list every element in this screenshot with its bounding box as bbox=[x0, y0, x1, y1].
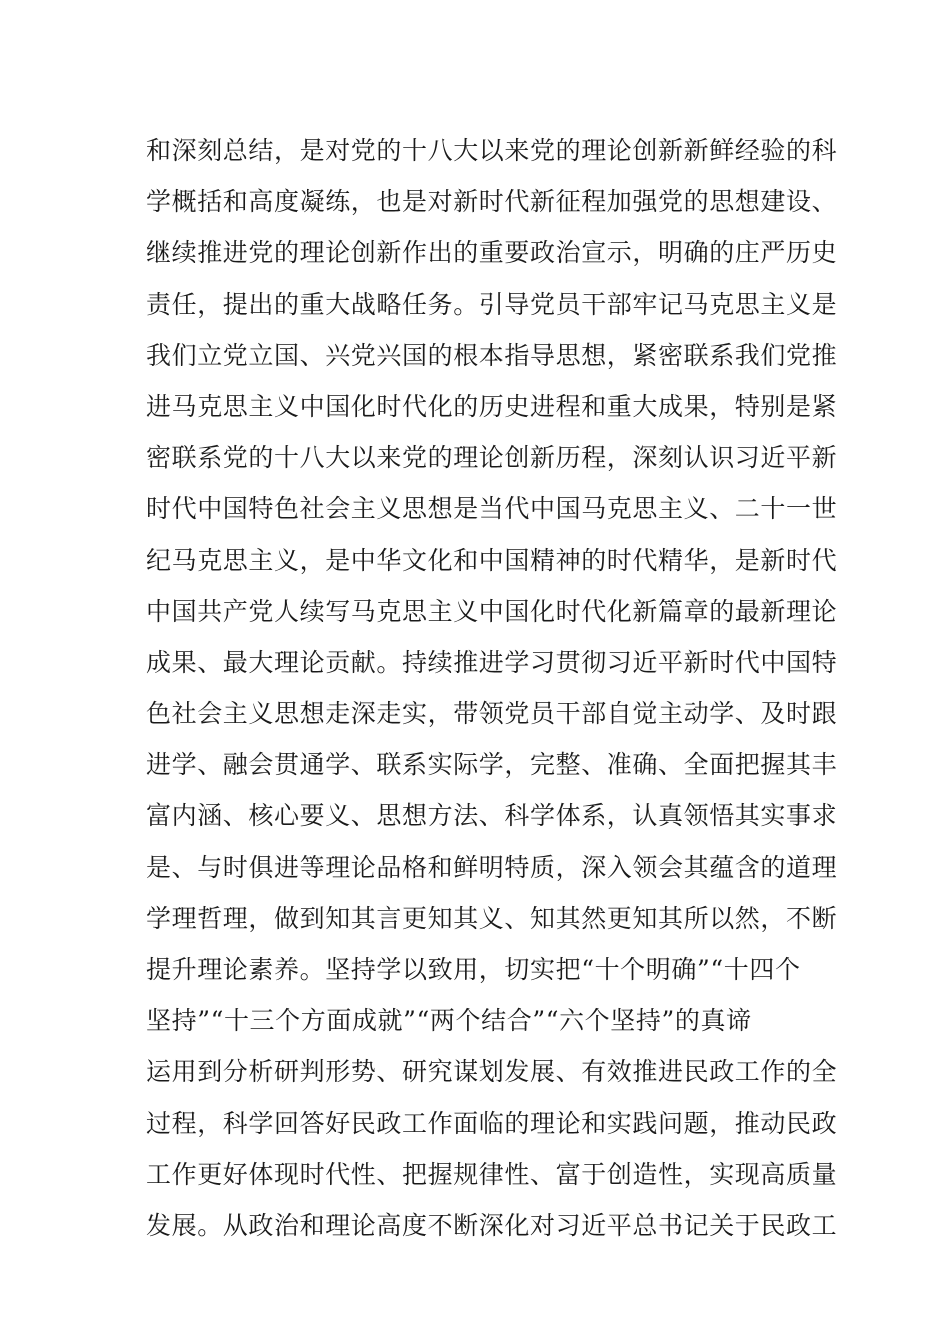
text-line: 我们立党立国、兴党兴国的根本指导思想，紧密联系我们党推 bbox=[146, 340, 838, 370]
text-line: 成果、最大理论贡献。持续推进学习贯彻习近平新时代中国特 bbox=[146, 647, 838, 677]
text-line: 和深刻总结，是对党的十八大以来党的理论创新新鲜经验的科 bbox=[146, 136, 838, 165]
text-line: 工作更好体现时代性、把握规律性、富于创造性，实现高质量 bbox=[146, 1159, 838, 1189]
text-line: 是、与时俱进等理论品格和鲜明特质，深入领会其蕴含的道理 bbox=[146, 852, 838, 882]
text-line: 进学、融会贯通学、联系实际学，完整、准确、全面把握其丰 bbox=[146, 750, 838, 780]
text-line: 色社会主义思想走深走实，带领党员干部自觉主动学、及时跟 bbox=[146, 699, 838, 729]
text-line: 纪马克思主义，是中华文化和中国精神的时代精华，是新时代 bbox=[146, 545, 838, 575]
text-line: 富内涵、核心要义、思想方法、科学体系，认真领悟其实事求 bbox=[146, 801, 838, 831]
text-line: 继续推进党的理论创新作出的重要政治宣示，明确的庄严历史 bbox=[146, 238, 838, 268]
text-line: 提升理论素养。坚持学以致用，切实把“十个明确”“十四个 bbox=[146, 955, 801, 984]
text-line: 进马克思主义中国化时代化的历史进程和重大成果，特别是紧 bbox=[146, 391, 838, 421]
body-paragraph bbox=[146, 125, 838, 1251]
text-line: 坚持”“十三个方面成就”“两个结合”“六个坚持”的真谛 bbox=[146, 1006, 752, 1036]
text-line: 学理哲理，做到知其言更知其义、知其然更知其所以然，不断 bbox=[146, 903, 838, 933]
text-line: 时代中国特色社会主义思想是当代中国马克思主义、二十一世 bbox=[146, 494, 838, 524]
text-line: 运用到分析研判形势、研究谋划发展、有效推进民政工作的全 bbox=[146, 1057, 838, 1087]
text-line: 密联系党的十八大以来党的理论创新历程，深刻认识习近平新 bbox=[146, 443, 838, 473]
text-line: 学概括和高度凝练，也是对新时代新征程加强党的思想建设、 bbox=[146, 187, 838, 217]
text-line: 责任，提出的重大战略任务。引导党员干部牢记马克思主义是 bbox=[146, 289, 838, 319]
text-line: 发展。从政治和理论高度不断深化对习近平总书记关于民政工 bbox=[146, 1210, 838, 1240]
text-line: 过程，科学回答好民政工作面临的理论和实践问题，推动民政 bbox=[146, 1108, 838, 1138]
text-line: 中国共产党人续写马克思主义中国化时代化新篇章的最新理论 bbox=[146, 596, 838, 626]
